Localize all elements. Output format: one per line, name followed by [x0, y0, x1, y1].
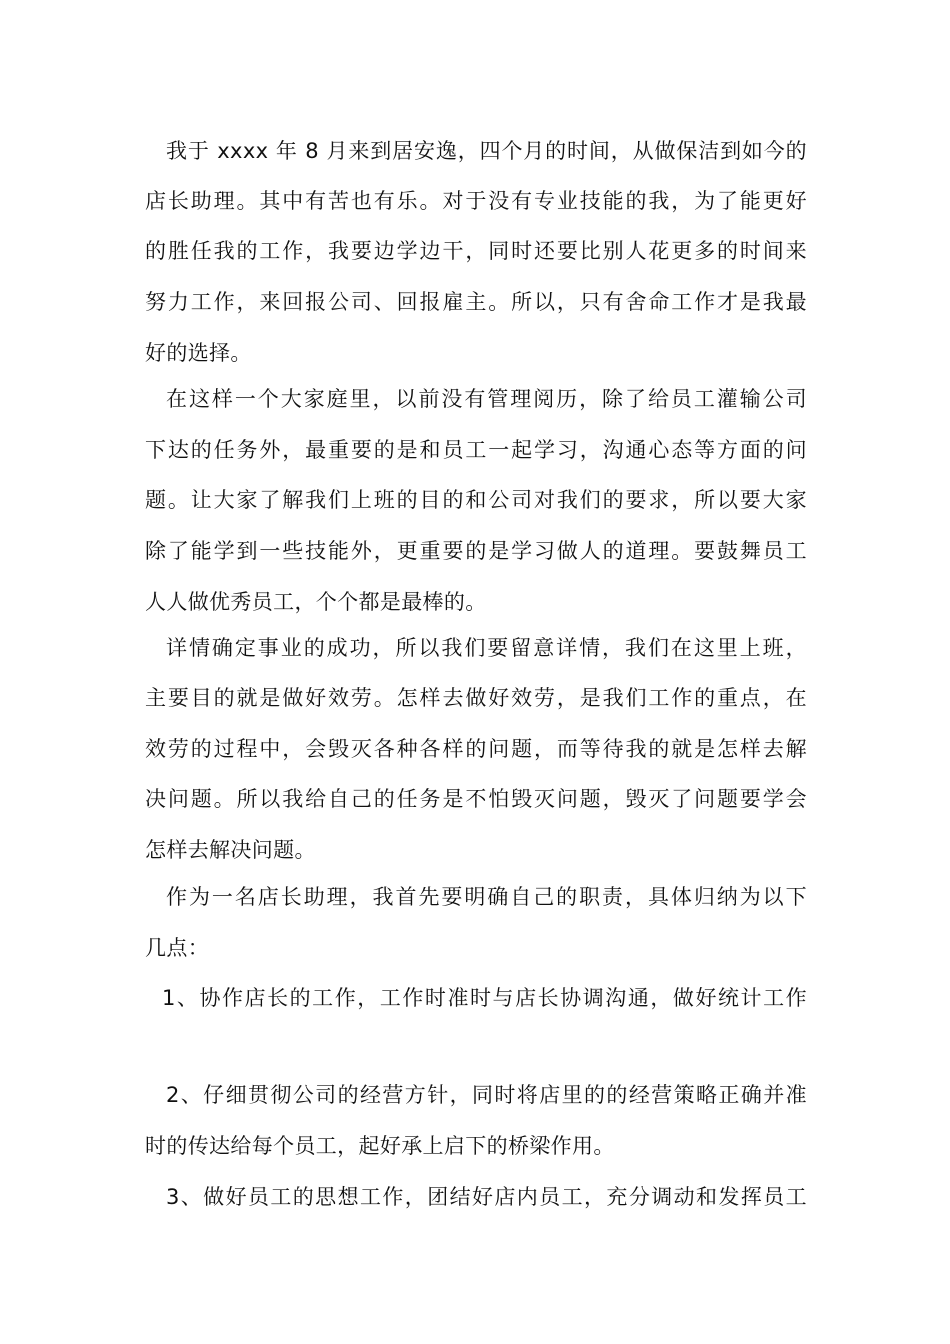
- list-item-line: 时的传达给每个员工，起好承上启下的桥梁作用。: [145, 1134, 615, 1158]
- paragraph-line: 作为一名店长助理，我首先要明确自己的职责，具体归纳为以下: [166, 885, 807, 909]
- paragraph-line: 决问题。所以我给自己的任务是不怕毁灭问题，毁灭了问题要学会: [145, 787, 807, 811]
- paragraph-line: 效劳的过程中，会毁灭各种各样的问题，而等待我的就是怎样去解: [145, 737, 807, 761]
- paragraph-line: 店长助理。其中有苦也有乐。对于没有专业技能的我，为了能更好: [145, 189, 807, 213]
- list-item-line: 1、协作店长的工作，工作时准时与店长协调沟通，做好统计工作: [162, 986, 807, 1010]
- paragraph-line: 下达的任务外，最重要的是和员工一起学习，沟通心态等方面的问: [145, 438, 807, 462]
- list-item-line: 2、仔细贯彻公司的经营方针，同时将店里的的经营策略正确并准: [166, 1083, 807, 1107]
- paragraph-line: 人人做优秀员工，个个都是最棒的。: [145, 590, 487, 614]
- list-item-line: 3、做好员工的思想工作，团结好店内员工，充分调动和发挥员工: [166, 1185, 807, 1209]
- paragraph-line: 详情确定事业的成功，所以我们要留意详情，我们在这里上班，: [166, 636, 807, 660]
- paragraph-line: 好的选择。: [145, 341, 252, 365]
- paragraph-line: 怎样去解决问题。: [145, 838, 316, 862]
- paragraph-line: 除了能学到一些技能外，更重要的是学习做人的道理。要鼓舞员工: [145, 539, 807, 563]
- paragraph-line: 努力工作，来回报公司、回报雇主。所以，只有舍命工作才是我最: [145, 290, 807, 314]
- paragraph-line: 题。让大家了解我们上班的目的和公司对我们的要求，所以要大家: [145, 488, 807, 512]
- paragraph-line: 我于 xxxx 年 8 月来到居安逸，四个月的时间，从做保洁到如今的: [166, 139, 807, 163]
- paragraph-line: 几点：: [145, 936, 210, 960]
- paragraph-line: 在这样一个大家庭里，以前没有管理阅历，除了给员工灌输公司: [166, 387, 807, 411]
- paragraph-line: 主要目的就是做好效劳。怎样去做好效劳，是我们工作的重点，在: [145, 686, 807, 710]
- paragraph-line: 的胜任我的工作，我要边学边干，同时还要比别人花更多的时间来: [145, 239, 807, 263]
